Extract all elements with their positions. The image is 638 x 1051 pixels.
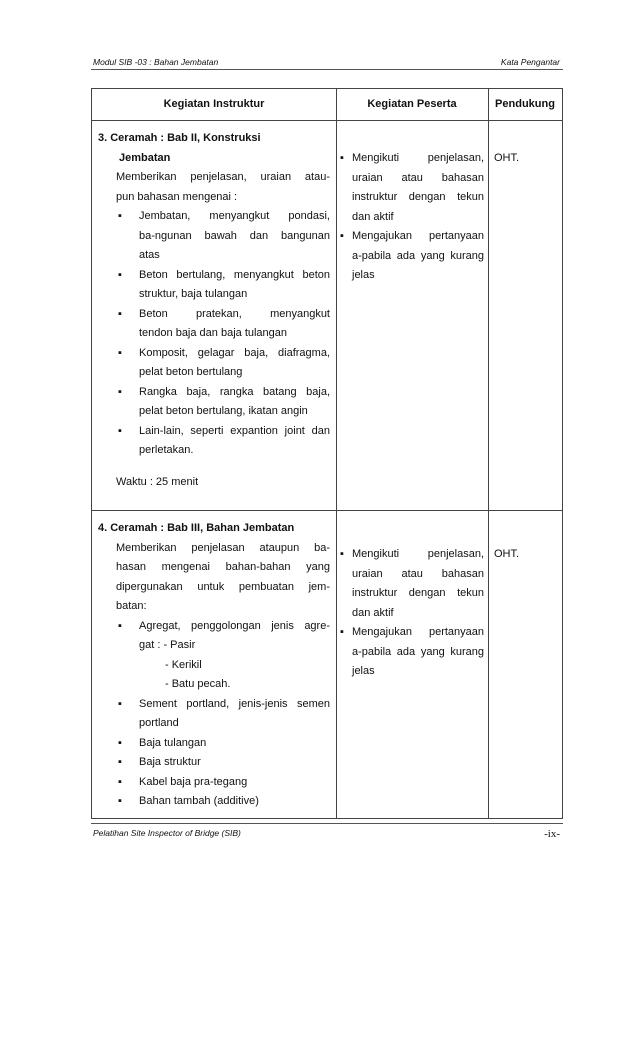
row3-title-cont: Jembatan	[119, 151, 171, 164]
list-item: ▪ Beton pratekan, menyangkut tendon baja dan baja tulangan	[116, 305, 330, 344]
list-item: ▪ Kabel baja pra-tegang	[116, 773, 330, 793]
list-item: ▪ Mengajukan pertanyaan a-pabila ada yang kurang jelas	[340, 227, 484, 286]
row4-intro-line: Memberikan penjelasan ataupun ba-	[116, 541, 330, 554]
list-item: ▪ Komposit, gelagar baja, diafragma, pelat beton bertulang	[116, 344, 330, 383]
list-item: ▪ Agregat, penggolongan jenis agre- gat : - Pasir - Kerikil - Batu pecah.	[116, 617, 330, 695]
row4-intro-line: hasan mengenai bahan-bahan yang	[116, 561, 330, 573]
list-item: ▪ Baja struktur	[116, 753, 330, 773]
row-divider	[92, 510, 562, 511]
row3-intro-line: pun bahasan mengenai :	[116, 190, 238, 203]
column-header-peserta: Kegiatan Peserta	[367, 98, 457, 110]
row4-pendukung: OHT.	[494, 548, 520, 560]
activity-table	[91, 88, 563, 819]
list-item: ▪ Mengikuti penjelasan, uraian atau bahasan instruktur dengan tekun dan aktif	[340, 149, 484, 227]
row3-title: 3. Ceramah : Bab II, Konstruksi	[98, 132, 261, 144]
header-module-title: Modul SIB -03 : Bahan Jembatan	[93, 57, 219, 67]
list-item: ▪ Baja tulangan	[116, 734, 330, 754]
header-rule	[91, 69, 563, 70]
row4-intro-line: dipergunakan untuk pembuatan jem-	[116, 580, 330, 593]
list-item: ▪ Lain-lain, seperti expantion joint dan perletakan.	[116, 422, 330, 461]
page-footer	[93, 828, 560, 838]
column-divider	[488, 89, 489, 818]
row4-peserta	[340, 545, 484, 682]
list-item: ▪ Bahan tambah (additive)	[116, 792, 330, 812]
column-header-pendukung: Pendukung	[495, 98, 555, 110]
row3-intro-line: Memberikan penjelasan, uraian atau-	[116, 171, 330, 183]
page-header	[93, 57, 560, 69]
list-item: ▪ Jembatan, menyangkut pondasi, ba-ngunan bawah dan bangunan atas	[116, 207, 330, 266]
list-item: ▪ Rangka baja, rangka batang baja, pelat beton bertulang, ikatan angin	[116, 383, 330, 422]
row3-pendukung: OHT.	[494, 152, 520, 164]
row4-intro-line: batan:	[116, 600, 147, 612]
list-item: ▪ Sement portland, jenis-jenis semen portland	[116, 695, 330, 734]
page-number: -ix-	[544, 828, 560, 840]
footer-course-title: Pelatihan Site Inspector of Bridge (SIB)	[93, 828, 241, 838]
row4-instruktur	[98, 519, 330, 812]
footer-rule	[91, 823, 563, 824]
list-item: ▪ Mengajukan pertanyaan a-pabila ada yang kurang jelas	[340, 623, 484, 682]
list-item: ▪ Beton bertulang, menyangkut beton struktur, baja tulangan	[116, 266, 330, 305]
row3-instruktur	[98, 129, 330, 492]
header-row-divider	[92, 120, 562, 121]
column-header-instruktur: Kegiatan Instruktur	[163, 98, 265, 110]
column-divider	[336, 89, 337, 818]
row3-waktu: Waktu : 25 menit	[116, 475, 199, 488]
row3-peserta	[340, 149, 484, 286]
row4-title: 4. Ceramah : Bab III, Bahan Jembatan	[98, 522, 295, 534]
header-section-title: Kata Pengantar	[500, 57, 560, 67]
list-item: ▪ Mengikuti penjelasan, uraian atau bahasan instruktur dengan tekun dan aktif	[340, 545, 484, 623]
